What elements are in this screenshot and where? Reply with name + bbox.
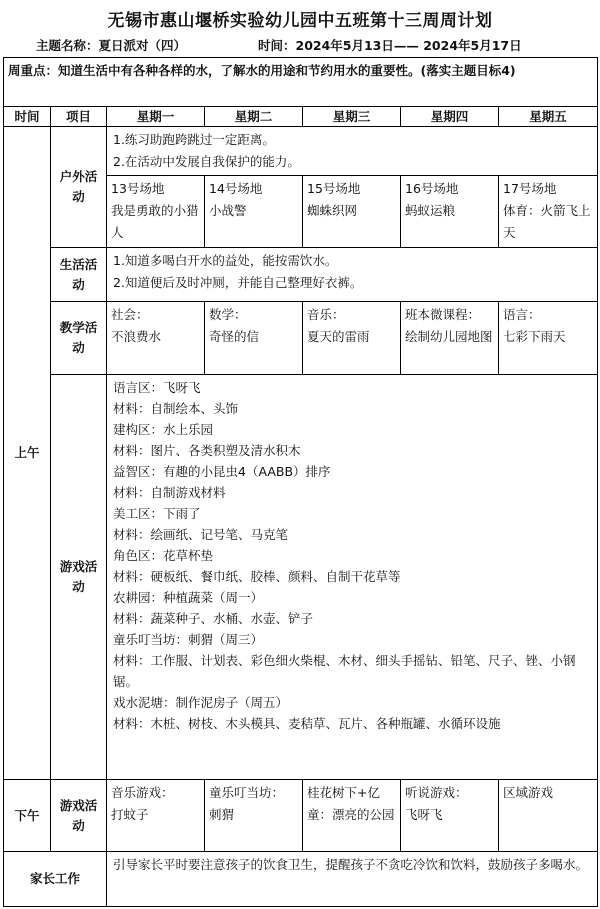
teaching-thursday: 班本微课程： 绘制幼儿园地图 xyxy=(401,302,499,375)
header-friday: 星期五 xyxy=(499,107,598,127)
game-line: 材料：木桩、树枝、木头模具、麦秸草、瓦片、各种瓶罐、水循环设施 xyxy=(113,716,501,731)
teaching-wednesday: 音乐： 夏天的雷雨 xyxy=(303,302,401,375)
theme-label: 主题名称：夏日派对（四） xyxy=(36,38,187,53)
header-thursday: 星期四 xyxy=(401,107,499,127)
afternoon-thursday: 听说游戏： 飞呀飞 xyxy=(401,780,499,852)
game-line: 材料：自制绘本、头饰 xyxy=(113,401,239,416)
teaching-tuesday: 数学： 奇怪的信 xyxy=(205,302,303,375)
afternoon-monday: 音乐游戏： 打蚊子 xyxy=(107,780,205,852)
time-label: 时间：2024年5月13日—— 2024年5月17日 xyxy=(258,38,522,53)
game-line: 材料：硬板纸、餐巾纸、胶棒、颜料、自制干花草等 xyxy=(113,569,401,584)
teaching-monday: 社会： 不浪费水 xyxy=(107,302,205,375)
game-line: 童乐叮当坊：刺猬（周三） xyxy=(113,632,264,647)
header-tuesday: 星期二 xyxy=(205,107,303,127)
afternoon-game-label: 游戏活动 xyxy=(51,780,107,852)
afternoon-wednesday: 桂花树下+亿童：漂亮的公园 xyxy=(303,780,401,852)
teaching-friday: 语言： 七彩下雨天 xyxy=(499,302,598,375)
header-monday: 星期一 xyxy=(107,107,205,127)
week-focus: 周重点：知道生活中有各种各样的水，了解水的用途和节约用水的重要性。(落实主题目标4) xyxy=(4,58,598,107)
game-line: 材料：图片、各类积塑及清水积木 xyxy=(113,443,301,458)
morning-label: 上午 xyxy=(4,127,51,780)
game-line: 材料：工作服、计划表、彩色细火柴棍、木材、细头手摇钻、铅笔、尺子、锉、小钢锯。 xyxy=(113,653,576,689)
afternoon-friday: 区域游戏 xyxy=(499,780,598,852)
outdoor-monday: 13号场地 我是勇敢的小猎人 xyxy=(107,176,205,248)
game-line: 益智区：有趣的小昆虫4（AABB）排序 xyxy=(113,464,331,479)
game-line: 角色区：花草杯垫 xyxy=(113,548,214,563)
outdoor-thursday: 16号场地 蚂蚁运粮 xyxy=(401,176,499,248)
page-title: 无锡市惠山堰桥实验幼儿园中五班第十三周周计划 xyxy=(107,11,493,31)
header-wednesday: 星期三 xyxy=(303,107,401,127)
game-line: 农耕园：种植蔬菜（周一） xyxy=(113,590,264,605)
game-line: 材料：蔬菜种子、水桶、水壶、铲子 xyxy=(113,611,314,626)
game-line: 戏水泥塘：制作泥房子（周五） xyxy=(113,695,289,710)
outdoor-goal-2: 2.在活动中发展自我保护的能力。 xyxy=(113,154,300,169)
life-goal-1: 1.知道多喝白开水的益处，能按需饮水。 xyxy=(113,253,338,268)
outdoor-wednesday: 15号场地 蜘蛛织网 xyxy=(303,176,401,248)
outdoor-label: 户外活动 xyxy=(51,127,107,248)
plan-table xyxy=(3,57,598,907)
game-list xyxy=(107,375,598,780)
game-line: 建构区：水上乐园 xyxy=(113,422,214,437)
parents-label: 家长工作 xyxy=(4,852,107,907)
game-label: 游戏活动 xyxy=(51,375,107,780)
header-row xyxy=(4,107,598,127)
outdoor-tuesday: 14号场地 小战警 xyxy=(205,176,303,248)
game-line: 材料：自制游戏材料 xyxy=(113,485,226,500)
life-goal-2: 2.知道便后及时冲厕，并能自己整理好衣裤。 xyxy=(113,275,363,290)
game-line: 美工区：下雨了 xyxy=(113,506,201,521)
outdoor-goals xyxy=(107,127,598,176)
outdoor-goal-1: 1.练习助跑跨跳过一定距离。 xyxy=(113,132,275,147)
header-item: 项目 xyxy=(51,107,107,127)
game-line: 语言区：飞呀飞 xyxy=(113,380,201,395)
life-goals xyxy=(107,248,598,302)
afternoon-tuesday: 童乐叮当坊： 刺猬 xyxy=(205,780,303,852)
outdoor-friday: 17号场地 体育：火箭飞上天 xyxy=(499,176,598,248)
afternoon-label: 下午 xyxy=(4,780,51,852)
life-label: 生活活动 xyxy=(51,248,107,302)
header-time: 时间 xyxy=(4,107,51,127)
parents-text: 引导家长平时要注意孩子的饮食卫生，提醒孩子不贪吃冷饮和饮料，鼓励孩子多喝水。 xyxy=(107,852,598,907)
game-line: 材料：绘画纸、记号笔、马克笔 xyxy=(113,527,289,542)
teaching-label: 教学活动 xyxy=(51,302,107,375)
